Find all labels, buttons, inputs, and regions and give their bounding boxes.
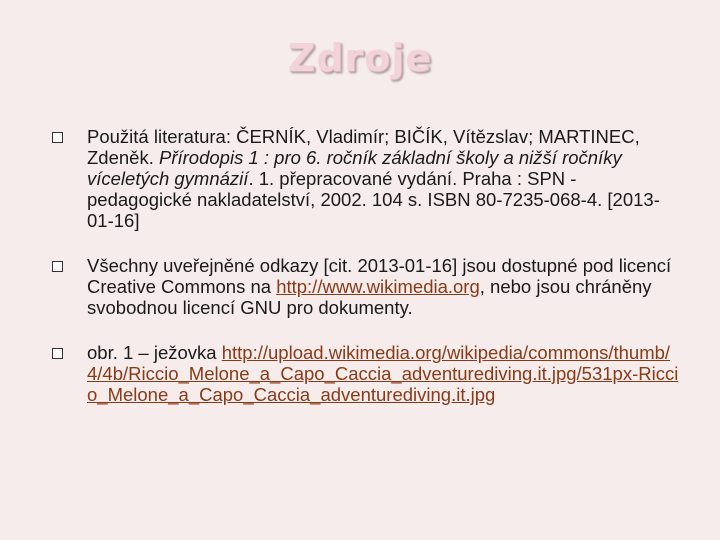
reference-suffix: , nebo jsou chráněny svobodnou licencí GNU pro dokumenty. xyxy=(87,276,652,318)
reference-item-literature xyxy=(52,126,682,231)
reference-prefix: Všechny uveřejněné odkazy [cit. 2013-01-16] jsou dostupné pod licencí Creative Commons na xyxy=(87,255,672,297)
square-bullet-icon xyxy=(52,132,63,143)
reference-text xyxy=(87,342,682,405)
reference-suffix: . 1. přepracované vydání. Praha : SPN - pedagogické nakladatelství, 2002. 104 s. ISBN 80-7235-068-4. [2013-01-16] xyxy=(87,168,660,231)
square-bullet-icon xyxy=(52,261,63,272)
image-source-link[interactable]: http://upload.wikimedia.org/wikipedia/commons/thumb/4/4b/Riccio_Melone_a_Capo_Caccia_adventurediving.it.jpg/531px-Riccio_Melone_a_Capo_Caccia_adventurediving.it.jpg xyxy=(87,342,679,405)
reference-item-image xyxy=(52,342,682,405)
wikimedia-link[interactable]: http://www.wikimedia.org xyxy=(276,276,480,297)
reference-prefix: obr. 1 – ježovka xyxy=(87,342,222,363)
reference-prefix: Použitá literatura: ČERNÍK, Vladimír; BIČÍK, Vítězslav; MARTINEC, Zdeněk. xyxy=(87,126,640,168)
slide-title: Zdroje xyxy=(287,36,433,80)
reference-text xyxy=(87,255,682,318)
reference-list xyxy=(52,126,682,429)
square-bullet-icon xyxy=(52,348,63,359)
reference-text xyxy=(87,126,682,231)
book-title: Přírodopis 1 : pro 6. ročník základní školy a nižší ročníky víceletých gymnázií xyxy=(87,147,622,189)
reference-item-license xyxy=(52,255,682,318)
